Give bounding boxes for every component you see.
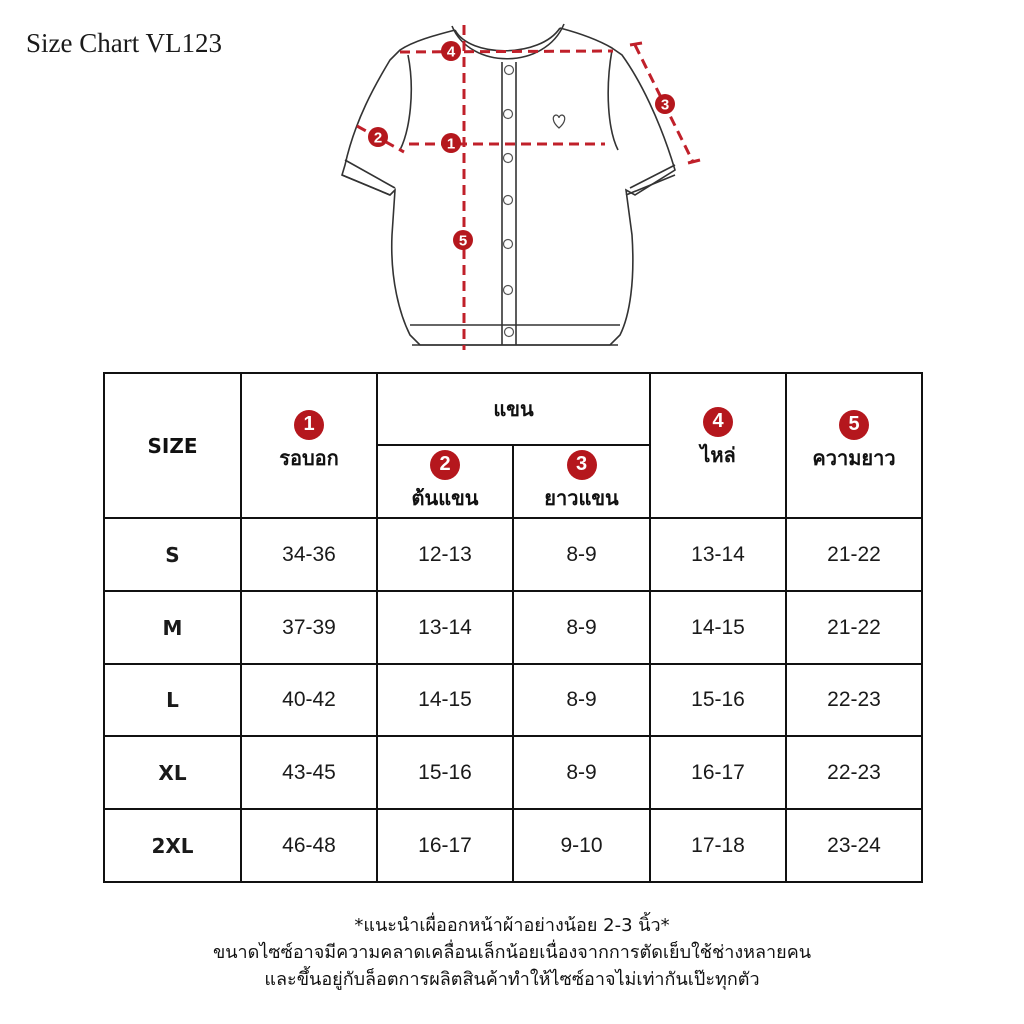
note-line: *แนะนำเผื่ออกหน้าผ้าอย่างน้อย 2-3 นิ้ว* [354, 915, 670, 936]
cell-chest: 40-42 [241, 664, 377, 736]
marker-badge: 1 [294, 410, 324, 440]
cell-sleeve-length: 8-9 [513, 591, 650, 664]
size-notes [0, 912, 1024, 993]
cell-upper-arm: 13-14 [377, 591, 513, 664]
svg-text:1: 1 [446, 135, 456, 153]
header-chest [241, 373, 377, 518]
header-label: รอบอก [279, 445, 339, 470]
cell-shoulder: 15-16 [650, 664, 786, 736]
table-row [104, 518, 922, 591]
marker-badge: 3 [567, 450, 597, 480]
cell-size: S [104, 518, 241, 591]
header-shoulder [650, 373, 786, 518]
cell-length: 22-23 [786, 736, 922, 809]
marker-badge: 4 [703, 407, 733, 437]
cell-upper-arm: 15-16 [377, 736, 513, 809]
cell-chest: 34-36 [241, 518, 377, 591]
marker-badge: 2 [430, 450, 460, 480]
note-line: ขนาดไซซ์อาจมีความคลาดเคลื่อนเล็กน้อยเนื่องจากการตัดเย็บใช้ช่างหลายคน [212, 942, 812, 963]
cell-shoulder: 14-15 [650, 591, 786, 664]
cell-shoulder: 17-18 [650, 809, 786, 882]
cell-sleeve-length: 8-9 [513, 736, 650, 809]
header-label: ยาวแขน [544, 485, 619, 510]
cell-chest: 43-45 [241, 736, 377, 809]
cell-chest: 37-39 [241, 591, 377, 664]
cell-length: 23-24 [786, 809, 922, 882]
cell-size: 2XL [104, 809, 241, 882]
table-row [104, 736, 922, 809]
table-row [104, 664, 922, 736]
cell-sleeve-length: 9-10 [513, 809, 650, 882]
header-label: ต้นแขน [411, 485, 479, 510]
table-row [104, 591, 922, 664]
cell-upper-arm: 14-15 [377, 664, 513, 736]
cell-size: L [104, 664, 241, 736]
svg-text:2: 2 [373, 129, 383, 147]
cell-length: 21-22 [786, 518, 922, 591]
header-length [786, 373, 922, 518]
page-title: Size Chart VL123 [26, 28, 222, 58]
svg-text:5: 5 [458, 232, 468, 250]
cell-length: 21-22 [786, 591, 922, 664]
header-label: ไหล่ [700, 442, 736, 467]
cell-chest: 46-48 [241, 809, 377, 882]
svg-text:3: 3 [660, 96, 670, 114]
marker-badge: 5 [839, 410, 869, 440]
header-sleeve-group: แขน [377, 373, 650, 445]
note-line: และขึ้นอยู่กับล็อตการผลิตสินค้าทำให้ไซซ์อาจไม่เท่ากันเป๊ะทุกตัว [264, 969, 760, 990]
cell-sleeve-length: 8-9 [513, 664, 650, 736]
header-upper-arm [377, 445, 513, 518]
cell-upper-arm: 12-13 [377, 518, 513, 591]
cell-upper-arm: 16-17 [377, 809, 513, 882]
garment-diagram [330, 0, 710, 360]
cell-size: M [104, 591, 241, 664]
svg-text:4: 4 [446, 43, 456, 61]
cell-shoulder: 13-14 [650, 518, 786, 591]
table-row [104, 809, 922, 882]
cell-size: XL [104, 736, 241, 809]
header-size: SIZE [104, 373, 241, 518]
cell-sleeve-length: 8-9 [513, 518, 650, 591]
cell-length: 22-23 [786, 664, 922, 736]
size-chart-table [103, 372, 923, 883]
cell-shoulder: 16-17 [650, 736, 786, 809]
header-sleeve-length [513, 445, 650, 518]
header-label: ความยาว [812, 445, 896, 470]
